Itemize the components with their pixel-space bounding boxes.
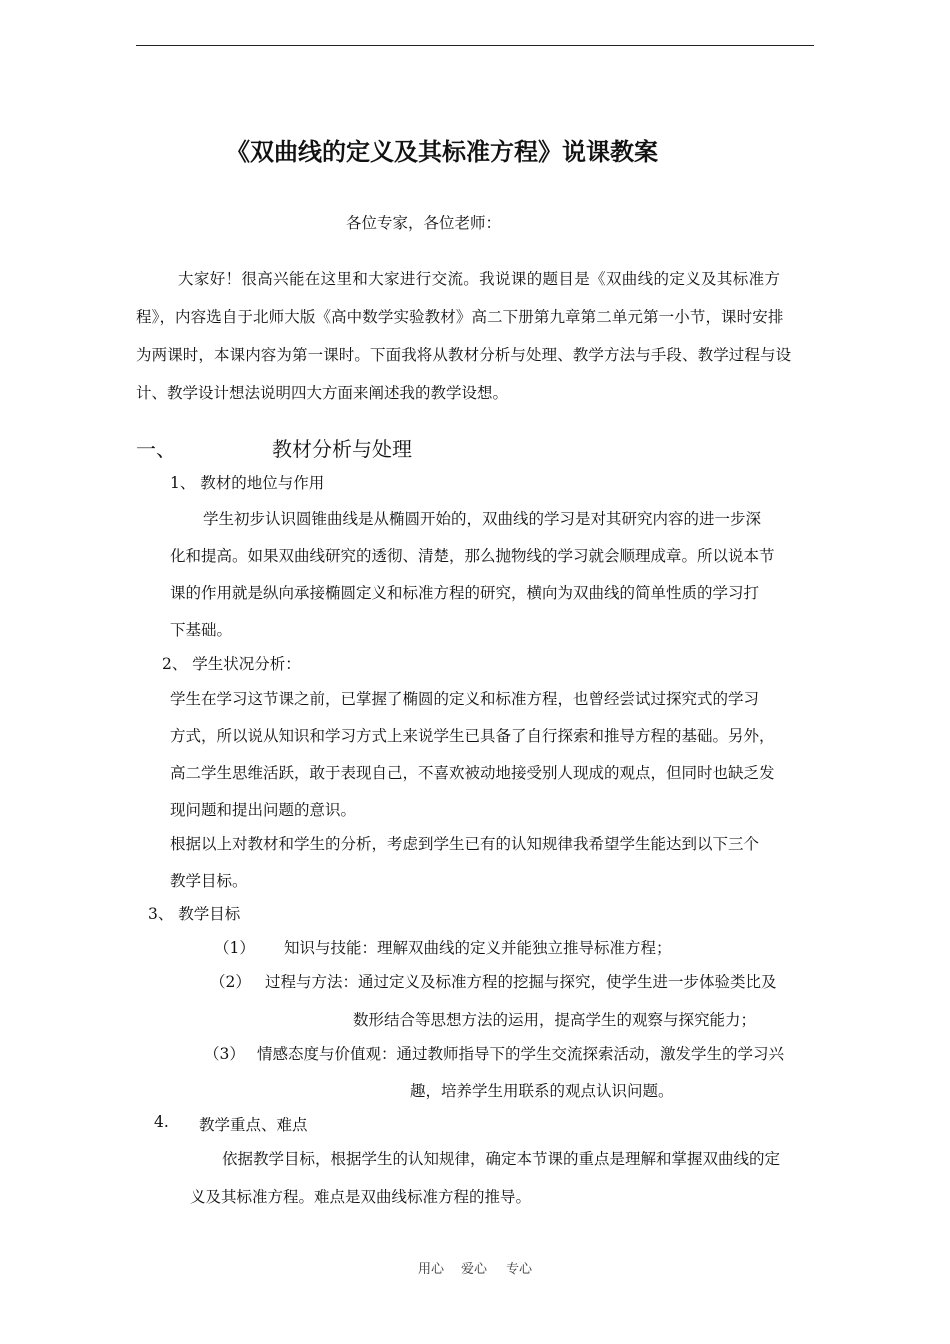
intro-line: 为两课时，本课内容为第一课时。下面我将从教材分析与处理、教学方法与手段、教学过程与设: [136, 346, 792, 364]
subsection-heading: 1、 教材的地位与作用: [170, 474, 325, 492]
intro-line: 程》，内容选自于北师大版《高中数学实验教材》高二下册第九章第二单元第一小节，课时安排: [136, 308, 784, 326]
goal-text: 趣，培养学生用联系的观点认识问题。: [410, 1082, 674, 1100]
body-line: 课的作用就是纵向承接椭圆定义和标准方程的研究，横向为双曲线的简单性质的学习打: [170, 584, 760, 602]
body-line: 学生在学习这节课之前，已掌握了椭圆的定义和标准方程，也曾经尝试过探究式的学习: [170, 690, 760, 708]
footer-text: 爱心: [461, 1262, 488, 1277]
section-title: 教材分析与处理: [272, 437, 412, 461]
goal-text: 数形结合等思想方法的运用，提高学生的观察与探究能力；: [353, 1011, 757, 1029]
header-rule: [136, 45, 814, 46]
goal-number: （3）: [204, 1045, 245, 1063]
body-line: 下基础。: [170, 621, 233, 639]
body-line: 方式，所以说从知识和学习方式上来说学生已具备了自行探索和推导方程的基础。另外，: [170, 727, 775, 745]
greeting: 各位专家，各位老师：: [346, 214, 502, 232]
intro-line: 计、教学设计想法说明四大方面来阐述我的教学设想。: [136, 384, 509, 402]
body-line: 教学目标。: [170, 872, 248, 890]
body-line: 依据教学目标，根据学生的认知规律，确定本节课的重点是理解和掌握双曲线的定: [222, 1150, 781, 1168]
subsection-title: 教学重点、难点: [199, 1116, 308, 1134]
footer-text: 用心: [418, 1262, 445, 1277]
goal-text: 过程与方法：通过定义及标准方程的挖掘与探究，使学生进一步体验类比及: [265, 973, 777, 991]
body-line: 化和提高。如果双曲线研究的透彻、清楚，那么抛物线的学习就会顺理成章。所以说本节: [170, 547, 775, 565]
document-title: 《双曲线的定义及其标准方程》说课教案: [226, 137, 658, 166]
footer-text: 专心: [506, 1262, 533, 1277]
goal-text: 情感态度与价值观：通过教师指导下的学生交流探索活动，激发学生的学习兴: [257, 1045, 785, 1063]
goal-number: （2）: [210, 973, 251, 991]
goal-text: 知识与技能：理解双曲线的定义并能独立推导标准方程；: [284, 939, 672, 957]
section-number: 一、: [136, 437, 176, 461]
subsection-number: 4.: [154, 1113, 169, 1131]
body-line: 义及其标准方程。难点是双曲线标准方程的推导。: [190, 1188, 532, 1206]
body-line: 根据以上对教材和学生的分析，考虑到学生已有的认知规律我希望学生能达到以下三个: [170, 835, 760, 853]
subsection-heading: 3、 教学目标: [148, 905, 241, 923]
body-line: 学生初步认识圆锥曲线是从椭圆开始的，双曲线的学习是对其研究内容的进一步深: [203, 510, 762, 528]
intro-line: 大家好！很高兴能在这里和大家进行交流。我说课的题目是《双曲线的定义及其标准方: [178, 270, 781, 288]
goal-number: （1）: [214, 939, 255, 957]
body-line: 现问题和提出问题的意识。: [170, 801, 357, 819]
body-line: 高二学生思维活跃，敢于表现自己，不喜欢被动地接受别人现成的观点，但同时也缺乏发: [170, 764, 775, 782]
subsection-heading: 2、 学生状况分析：: [162, 655, 301, 673]
